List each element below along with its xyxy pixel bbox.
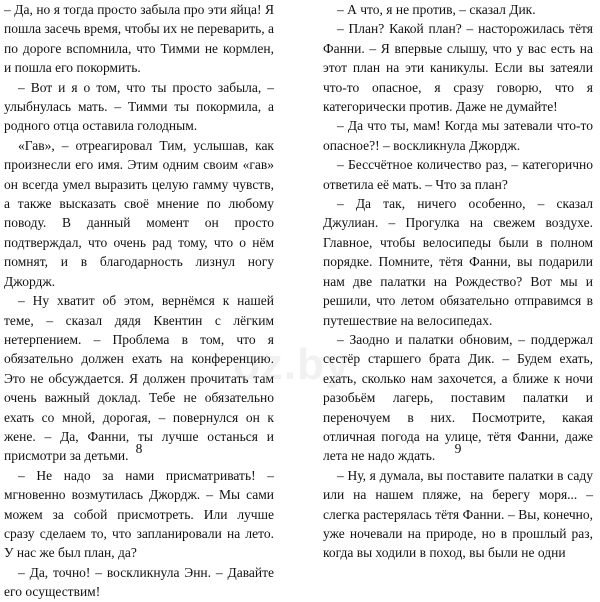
right-paragraph-5: – Да так, ничего особенно, – сказал Джулиан. – Прогулка на свежем воздухе. Главное, чтобы велосипеды были в полном порядке. Помните, тётя Фанни, вы подарили нам две палатки на Рождество? Вот мы и решили, что летом обязательно отправимся в путешествие на велосипедах.	[323, 196, 593, 328]
right-paragraph-4: – Бессчётное количество раз, – категорично ответила её мать. – Что за план?	[323, 157, 593, 192]
watermark: oz.by	[233, 340, 351, 389]
right-page	[323, 0, 593, 561]
left-paragraph-2: – Вот и я о том, что ты просто забыла, – улыбнулась мать. – Тимми ты покормила, а родного отца оставила голодным.	[4, 79, 274, 134]
left-paragraph-3: «Гав», – отреагировал Тим, услышав, как произнесли его имя. Этим одним своим «гав» он всегда умел выразить целую гамму чувств, а также высказать своё мнение по любому поводу. В данный момент он просто подтверждал, что очень рад тому, что о нём помнят, и в благодарность лизнул ногу Джордж.	[4, 137, 274, 289]
right-paragraph-2: – План? Какой план? – насторожилась тётя Фанни. – Я впервые слышу, что у вас есть на этот план на эти каникулы. Если вы затеяли что-то опасное, я сразу говорю, что я категорически против. Даже не думайте!	[323, 21, 593, 115]
left-paragraph-6: – Да, точно! – воскликнула Энн. – Давайте его осуществим!	[4, 564, 274, 600]
left-page	[4, 0, 274, 600]
right-page-text	[323, 0, 593, 563]
left-page-text	[4, 0, 274, 602]
right-page-number: 9	[454, 441, 462, 456]
left-paragraph-5: – Не надо за нами присматривать! – мгновенно возмутилась Джордж. – Мы сами можем за собой присмотреть. Или лучше сразу сделаем то, что запланировали на лето. У нас же был план, да?	[4, 467, 274, 561]
left-page-number: 8	[135, 441, 143, 456]
right-paragraph-1: – А что, я не против, – сказал Дик.	[337, 2, 536, 17]
left-paragraph-1: – Да, но я тогда просто забыла про эти яйца! Я пошла засечь время, чтобы их не переварить, а по дороге вспомнила, что Тимми не кормлен, и пошла его покормить.	[4, 2, 274, 76]
right-paragraph-7: – Ну, я думала, вы поставите палатки в саду или на нашем пляже, на берегу моря... – слегка растерялась тётя Фанни. – Вы, конечно, уже ночевали на природе, но в прошлый раз, когда вы ходили в поход, вы были не одни	[323, 467, 593, 561]
right-paragraph-3: – Да что ты, мам! Когда мы затевали что-то опасное?! – воскликнула Джордж.	[323, 118, 593, 153]
right-paragraph-6: – Заодно и палатки обновим, – поддержал сестёр старшего брата Дик. – Будем ехать, ехать, сколько нам захочется, а ближе к ночи разобьём лагерь, поставим палатки и переночуем в них. Посмотрите, какая отличная погода на улице, тётя Фанни, даже лета не надо ждать.	[323, 331, 593, 464]
left-paragraph-4: – Ну хватит об этом, вернёмся к нашей теме, – сказал дядя Квентин с лёгким нетерпением. – Проблема в том, что я обязательно должен ехать на конференцию. Это не обсуждается. Я должен прочитать там очень важный доклад. Тебе не обязательно ехать со мной, дорогая, – повернулся он к жене. – Да, Фанни, ты лучше останься и присмотри за детьми.	[4, 293, 274, 464]
